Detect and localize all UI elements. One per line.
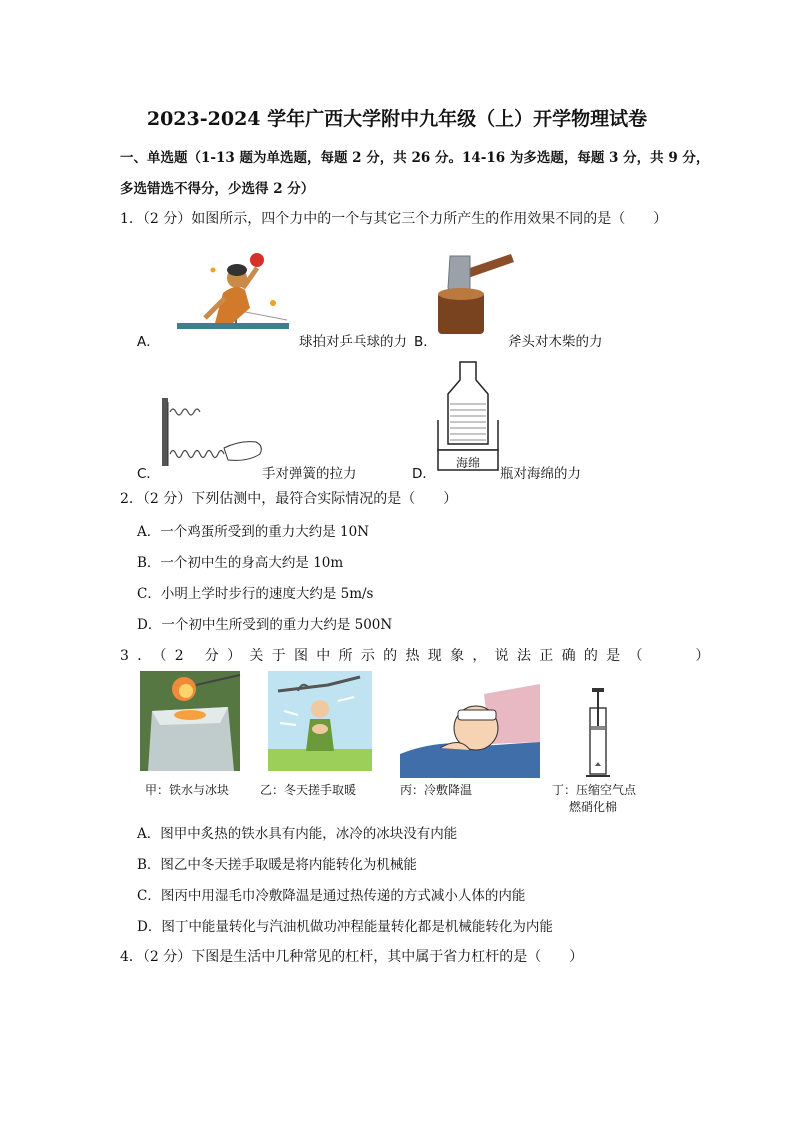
option-b-caption: 斧头对木柴的力: [508, 334, 603, 350]
caption-bing: 丙：冷敷降温: [400, 783, 473, 797]
option-c-letter: C．: [137, 466, 160, 482]
q3-option-c: C．图丙中用湿毛巾冷敷降温是通过热传递的方式减小人体的内能: [137, 888, 526, 904]
q3-option-d: D．图丁中能量转化与汽油机做功冲程能量转化都是机械能转化为内能: [137, 919, 553, 935]
option-c-caption: 手对弹簧的拉力: [262, 466, 357, 482]
q2-option-b: B．一个初中生的身高大约是 10m: [137, 555, 344, 571]
q2-option-d: D．一个初中生所受到的重力大约是 500N: [137, 617, 393, 633]
section-heading-line2: 多选错选不得分，少选得 2 分）: [120, 181, 315, 197]
question-4-stem: 4．（2 分）下图是生活中几种常见的杠杆，其中属于省力杠杆的是（ ）: [120, 949, 584, 965]
axe-log-figure: [436, 248, 516, 338]
rubbing-hands-cartoon: [268, 671, 372, 771]
cold-compress-cartoon: [400, 684, 540, 778]
ping-pong-player-figure: [175, 248, 295, 333]
page-title: 2023-2024 学年广西大学附中九年级（上）开学物理试卷: [146, 108, 648, 130]
caption-ding-line1: 丁：压缩空气点: [552, 783, 637, 797]
caption-jia: 甲：铁水与冰块: [145, 783, 230, 797]
compressed-air-cylinder-figure: [586, 688, 610, 780]
q2-option-a: A．一个鸡蛋所受到的重力大约是 10N: [137, 524, 370, 540]
option-d-letter: D．: [412, 466, 436, 482]
q3-option-b: B．图乙中冬天搓手取暖是将内能转化为机械能: [137, 857, 417, 873]
question-1-stem: 1．（2 分）如图所示，四个力中的一个与其它三个力所产生的作用效果不同的是（ ）: [120, 211, 668, 227]
caption-ding-line2: 燃硝化棉: [569, 800, 618, 814]
q2-option-c: C．小明上学时步行的速度大约是 5m/s: [137, 586, 374, 602]
option-a-letter: A．: [137, 334, 160, 350]
question-2-stem: 2．（2 分）下列估测中，最符合实际情况的是（ ）: [120, 491, 458, 507]
section-heading-line1: 一、单选题（1-13 题为单选题，每题 2 分，共 26 分。14-16 为多选题，每题 3 分，共 9 分，: [120, 150, 710, 166]
option-d-caption: 瓶对海绵的力: [500, 466, 581, 482]
option-a-caption: 球拍对乒乓球的力: [299, 334, 407, 350]
q3-option-a: A．图甲中炙热的铁水具有内能，冰冷的冰块没有内能: [137, 826, 458, 842]
option-b-letter: B．: [414, 334, 437, 350]
molten-iron-ice-photo: [140, 671, 240, 771]
sponge-label: 海绵: [456, 456, 481, 470]
spring-hand-figure: [160, 396, 270, 468]
question-3-stem: 3．（2 分）关于图中所示的热现象，说法正确的是（ ）: [120, 648, 718, 664]
caption-yi: 乙：冬天搓手取暖: [260, 783, 357, 797]
